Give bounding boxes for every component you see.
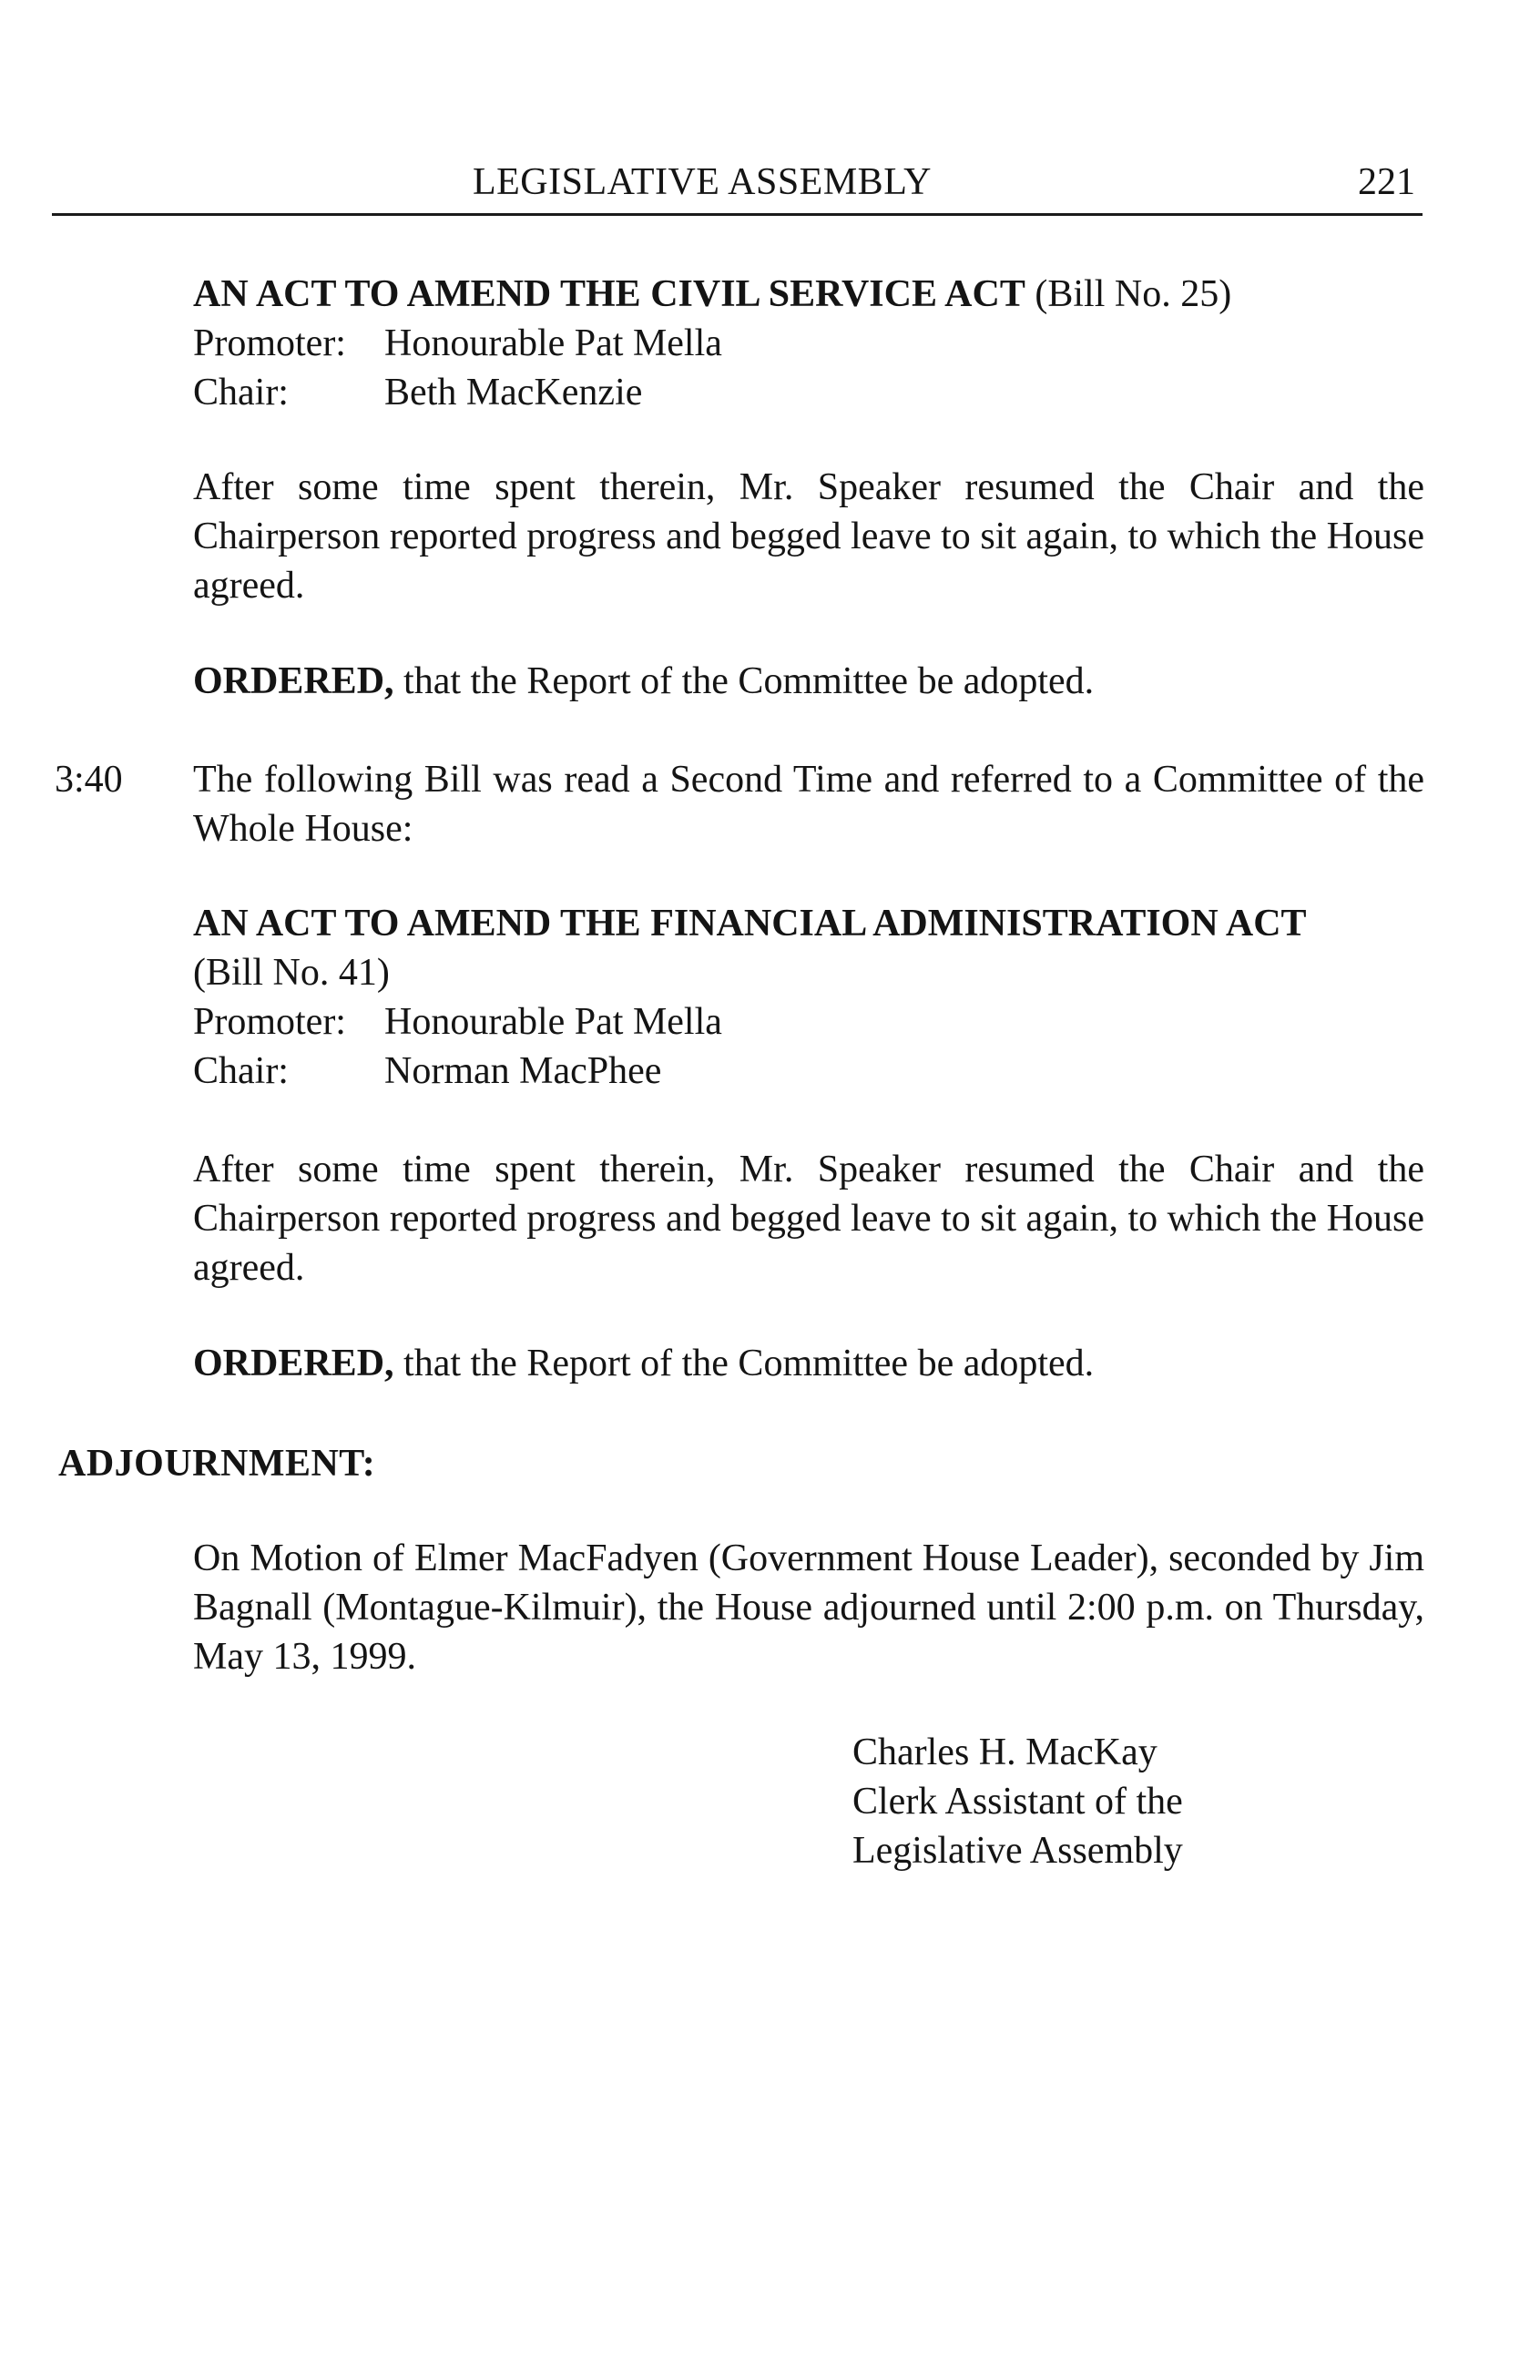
page-header — [52, 160, 1423, 217]
running-header-title: LEGISLATIVE ASSEMBLY — [473, 161, 932, 203]
second-reading-paragraph: The following Bill was read a Second Time and referred to a Committee of the Whole House: — [193, 759, 1424, 850]
promoter-name: Honourable Pat Mella — [384, 1001, 722, 1043]
ordered-text: that the Report of the Committee be adopted. — [403, 1343, 1095, 1384]
bill-41-ordered-line — [193, 1339, 1424, 1388]
chair-label: Chair: — [193, 1050, 289, 1092]
promoter-label: Promoter: — [193, 322, 346, 364]
bill-25-block — [193, 270, 1424, 417]
signature-block — [852, 1728, 1183, 1875]
chair-name: Beth MacKenzie — [384, 372, 643, 414]
bill-25-promoter-row — [193, 319, 1424, 368]
promoter-name: Honourable Pat Mella — [384, 322, 722, 364]
ordered-text: that the Report of the Committee be adopted. — [403, 660, 1095, 702]
bill-25-heading — [193, 270, 1424, 319]
page-number: 221 — [1358, 161, 1415, 203]
adjournment-heading: ADJOURNMENT: — [58, 1443, 376, 1485]
promoter-label: Promoter: — [193, 1001, 346, 1043]
ordered-label: ORDERED, — [193, 1343, 394, 1384]
adjournment-paragraph: On Motion of Elmer MacFadyen (Government House Leader), seconded by Jim Bagnall (Montague-Kilmuir), the House adjourned until 2:00 p.m. on Thursday, May 13, 1999. — [193, 1537, 1424, 1678]
time-stamp: 3:40 — [55, 759, 123, 801]
bill-41-number: (Bill No. 41) — [193, 952, 390, 994]
chair-name: Norman MacPhee — [384, 1050, 662, 1092]
bill-41-promoter-row — [193, 997, 1424, 1047]
signatory-title-line-2: Legislative Assembly — [852, 1830, 1183, 1872]
bill-25-ordered-line — [193, 657, 1424, 706]
ordered-label: ORDERED, — [193, 660, 394, 702]
bill-25-title: AN ACT TO AMEND THE CIVIL SERVICE ACT — [193, 273, 1025, 315]
bill-41-chair-row — [193, 1047, 1424, 1096]
header-rule — [52, 213, 1423, 216]
bill-41-block — [193, 899, 1424, 1096]
signatory-title-line-1: Clerk Assistant of the — [852, 1781, 1183, 1823]
bill-25-number: (Bill No. 25) — [1035, 273, 1232, 315]
bill-25-chair-row — [193, 368, 1424, 417]
bill-41-progress-paragraph: After some time spent therein, Mr. Speaker resumed the Chair and the Chairperson reported progress and begged leave to sit again, to which the House agreed. — [193, 1149, 1424, 1289]
chair-label: Chair: — [193, 372, 289, 414]
bill-41-title: AN ACT TO AMEND THE FINANCIAL ADMINISTRATION ACT — [193, 903, 1307, 945]
bill-25-progress-paragraph: After some time spent therein, Mr. Speaker resumed the Chair and the Chairperson reported progress and begged leave to sit again, to which the House agreed. — [193, 466, 1424, 607]
signatory-name: Charles H. MacKay — [852, 1731, 1158, 1773]
